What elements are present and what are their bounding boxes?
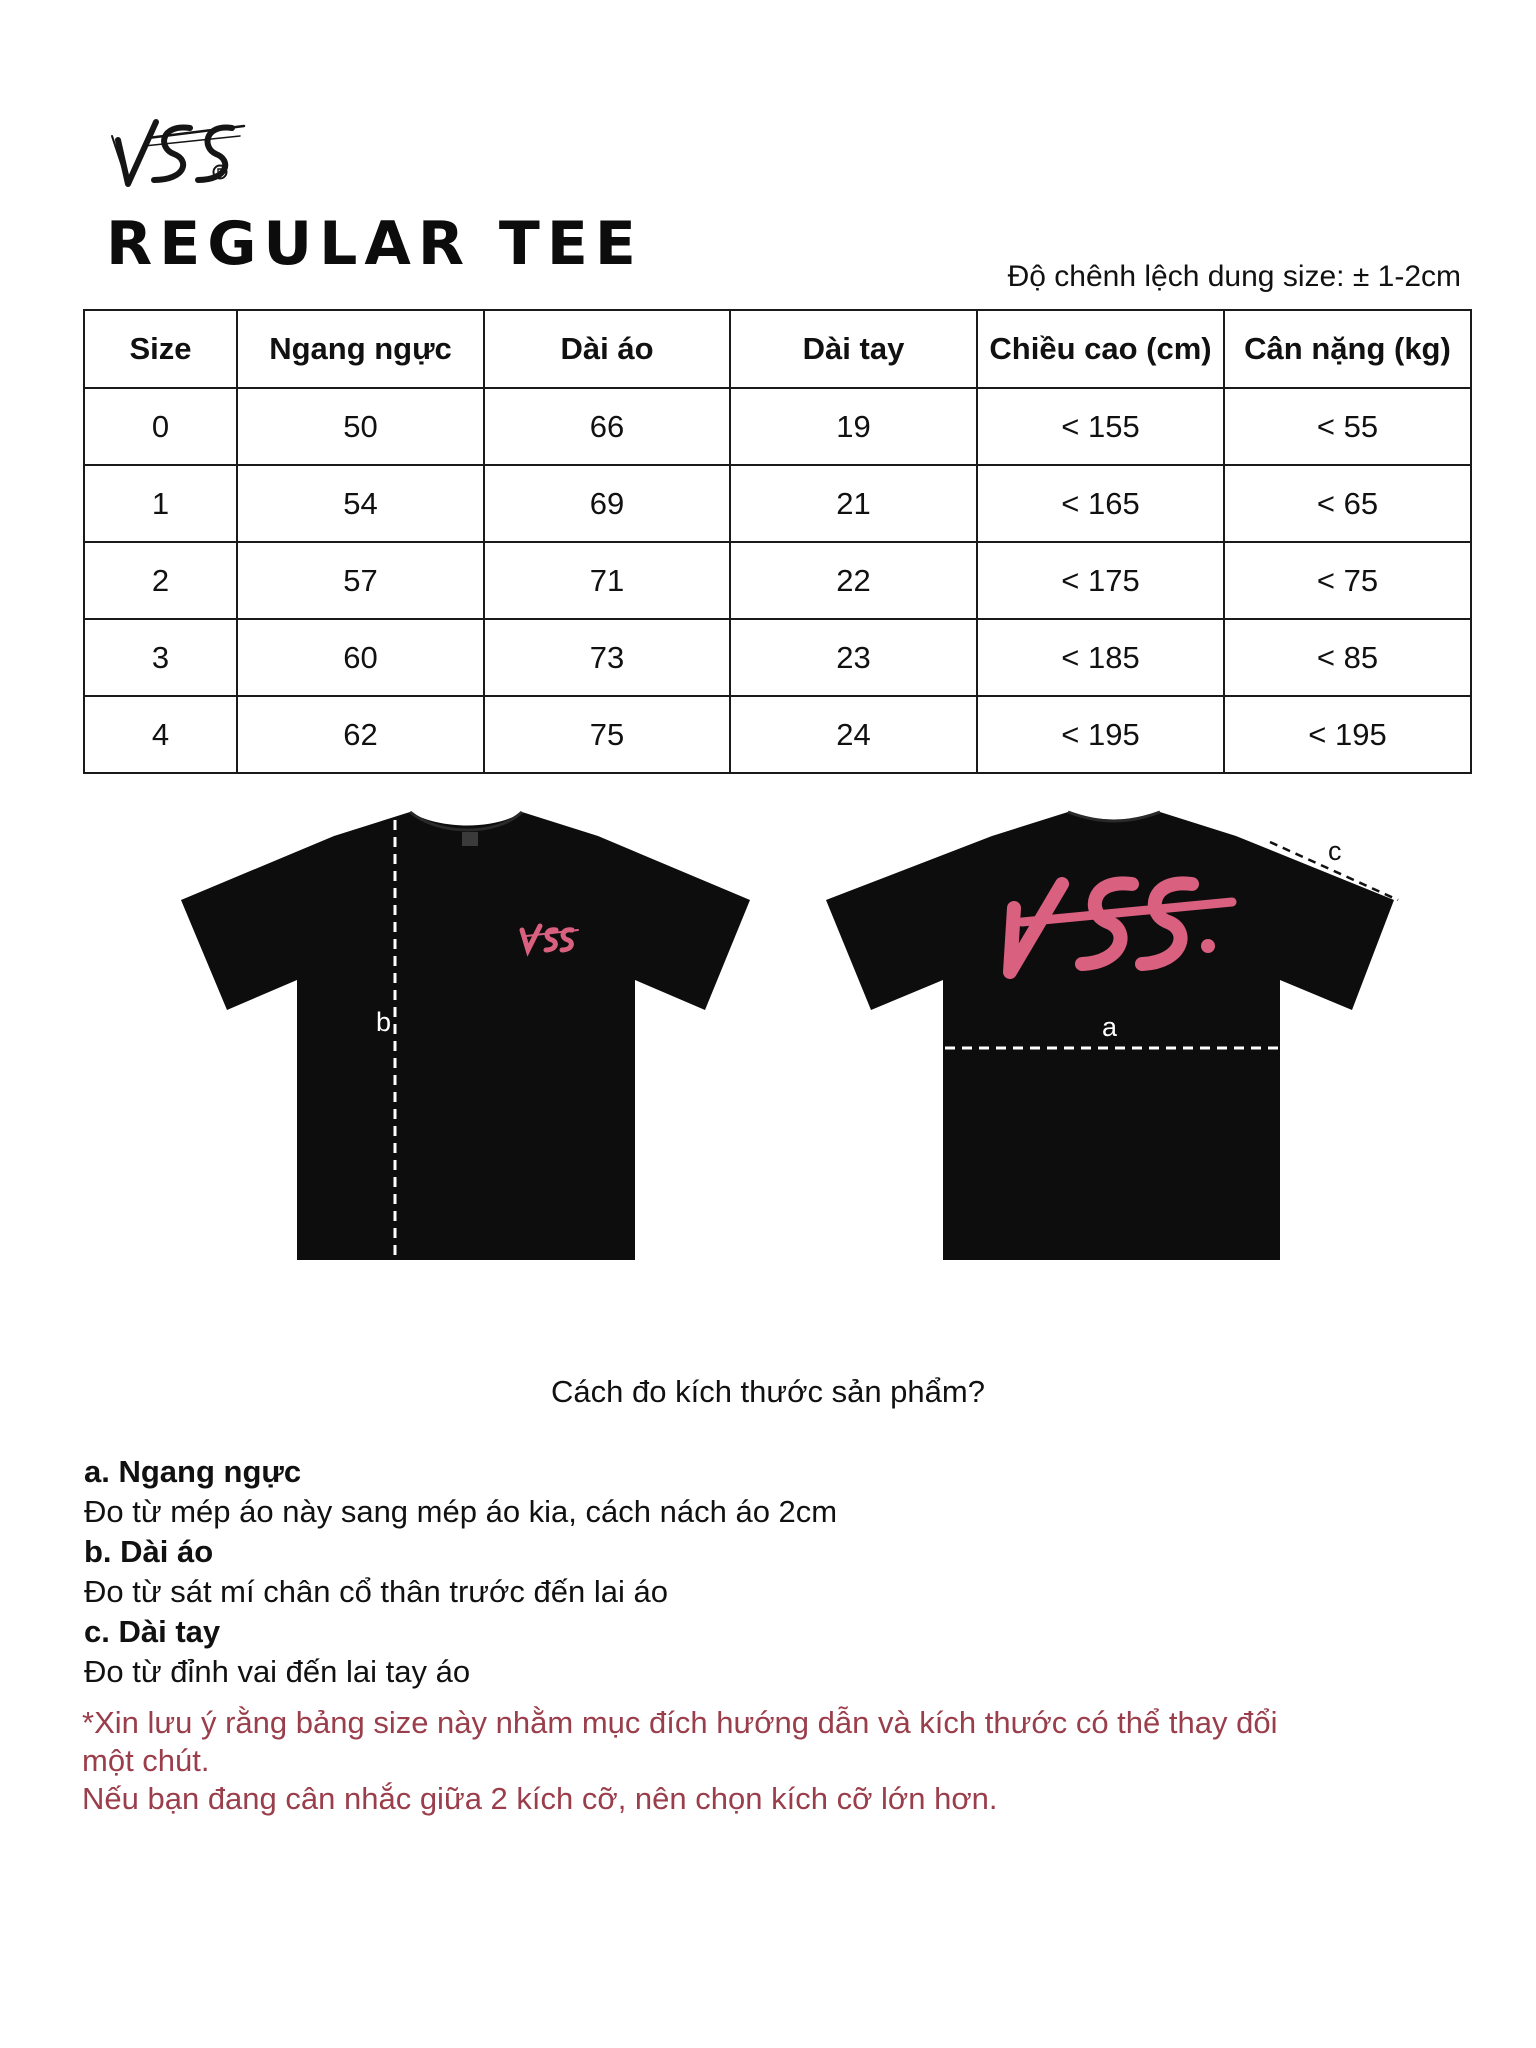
table-row <box>84 388 1471 465</box>
table-cell: < 185 <box>977 619 1224 696</box>
table-cell: 57 <box>237 542 484 619</box>
table-cell: 19 <box>730 388 977 465</box>
step-a-heading: a. Ngang ngực <box>84 1454 302 1489</box>
table-cell: < 195 <box>1224 696 1471 773</box>
table-cell: < 165 <box>977 465 1224 542</box>
table-row <box>84 619 1471 696</box>
col-header-chest: Ngang ngực <box>237 310 484 388</box>
note-line: một chút. <box>82 1743 210 1778</box>
step-a-text: Đo từ mép áo này sang mép áo kia, cách nách áo 2cm <box>84 1494 838 1529</box>
page-title: REGULAR TEE <box>106 209 643 279</box>
col-header-length: Dài áo <box>484 310 730 388</box>
size-table <box>83 309 1472 774</box>
table-cell: 73 <box>484 619 730 696</box>
table-cell: 60 <box>237 619 484 696</box>
step-b-heading: b. Dài áo <box>84 1534 214 1569</box>
table-cell: < 55 <box>1224 388 1471 465</box>
neck-label <box>462 832 478 846</box>
table-row <box>84 542 1471 619</box>
col-header-sleeve: Dài tay <box>730 310 977 388</box>
table-row <box>84 465 1471 542</box>
note-line: *Xin lưu ý rằng bảng size này nhằm mục đích hướng dẫn và kích thước có thể thay đổi <box>82 1705 1278 1740</box>
table-header-row <box>84 310 1471 388</box>
note-line: Nếu bạn đang cân nhắc giữa 2 kích cỡ, nên chọn kích cỡ lớn hơn. <box>82 1781 998 1816</box>
col-header-weight: Cân nặng (kg) <box>1224 310 1471 388</box>
table-cell: 0 <box>84 388 237 465</box>
size-tolerance-note: Độ chênh lệch dung size: ± 1-2cm <box>1007 260 1461 293</box>
table-cell: 50 <box>237 388 484 465</box>
table-cell: 54 <box>237 465 484 542</box>
table-cell: 23 <box>730 619 977 696</box>
table-cell: 21 <box>730 465 977 542</box>
label-c: c <box>1328 836 1342 866</box>
table-cell: 62 <box>237 696 484 773</box>
table-cell: 3 <box>84 619 237 696</box>
table-cell: 66 <box>484 388 730 465</box>
front-shirt-body <box>181 812 750 1260</box>
disclaimer-note <box>82 1704 1462 1818</box>
table-cell: 71 <box>484 542 730 619</box>
table-row <box>84 696 1471 773</box>
col-header-size: Size <box>84 310 237 388</box>
how-to-measure-heading: Cách đo kích thước sản phẩm? <box>551 1374 985 1409</box>
table-cell: 75 <box>484 696 730 773</box>
table-cell: < 195 <box>977 696 1224 773</box>
measurement-steps <box>84 1452 1464 1692</box>
label-b: b <box>376 1007 392 1037</box>
brand-logo <box>108 118 248 194</box>
step-c-text: Đo từ đỉnh vai đến lai tay áo <box>84 1654 471 1689</box>
table-cell: 4 <box>84 696 237 773</box>
table-cell: < 85 <box>1224 619 1471 696</box>
table-cell: 69 <box>484 465 730 542</box>
table-cell: < 175 <box>977 542 1224 619</box>
label-a: a <box>1102 1012 1118 1042</box>
table-cell: < 65 <box>1224 465 1471 542</box>
table-cell: 1 <box>84 465 237 542</box>
table-cell: 24 <box>730 696 977 773</box>
table-cell: < 75 <box>1224 542 1471 619</box>
front-shirt <box>181 812 750 1260</box>
col-header-height: Chiều cao (cm) <box>977 310 1224 388</box>
step-c-heading: c. Dài tay <box>84 1614 221 1649</box>
step-b-text: Đo từ sát mí chân cổ thân trước đến lai áo <box>84 1574 668 1609</box>
table-cell: < 155 <box>977 388 1224 465</box>
table-cell: 2 <box>84 542 237 619</box>
measurement-diagram <box>0 790 1536 1280</box>
table-cell: 22 <box>730 542 977 619</box>
